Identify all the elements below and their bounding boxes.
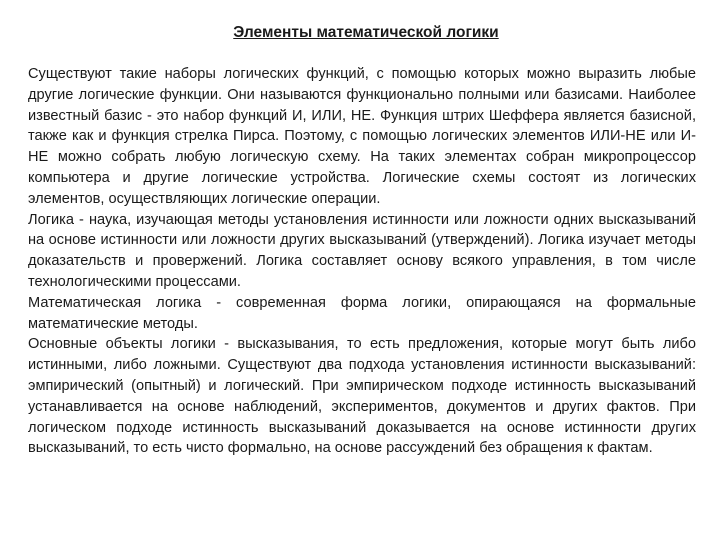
paragraph-logic-definition: Логика - наука, изучающая методы установления истинности или ложности одних высказываний на основе истинности или ложности других высказываний (утверждений). Логика изучает методы доказательств и провержений. Логика составляет основу всякого управления, в том числе технологическими процессами. <box>28 211 696 290</box>
paragraph-statements: Основные объекты логики - высказывания, то есть предложения, которые могут быть либо истинными, либо ложными. Существуют два подхода установления истинности высказываний: эмпирический (опытный) и логический. При эмпирическом подходе истинность высказываний устанавливается на основе наблюдений, экспериментов, документов и других фактов. При логическом подходе истинность высказываний доказывается на основе истинности других высказываний, то есть чисто формально, на основе рассуждений без обращения к фактам. <box>28 336 696 457</box>
paragraph-basis: Существуют такие наборы логических функций, с помощью которых можно выразить любые другие логические функции. Они называются функционально полными или базисами. Наиболее известный базис - это набор функций И, ИЛИ, НЕ. Функция штрих Шеффера является базисной, также как и функция стрелка Пирса. Поэтому, с помощью логических элементов ИЛИ-НЕ или И-НЕ можно собрать любую логическую схему. На таких элементах собран микропроцессор компьютера и другие логические устройства. Логические схемы состоят из логических элементов, осуществляющих логические операции. <box>28 66 696 207</box>
slide-body <box>28 64 696 459</box>
slide-title: Элементы математической логики <box>233 24 499 41</box>
paragraph-math-logic: Математическая логика - современная форма логики, опирающаяся на формальные математические методы. <box>28 294 696 332</box>
